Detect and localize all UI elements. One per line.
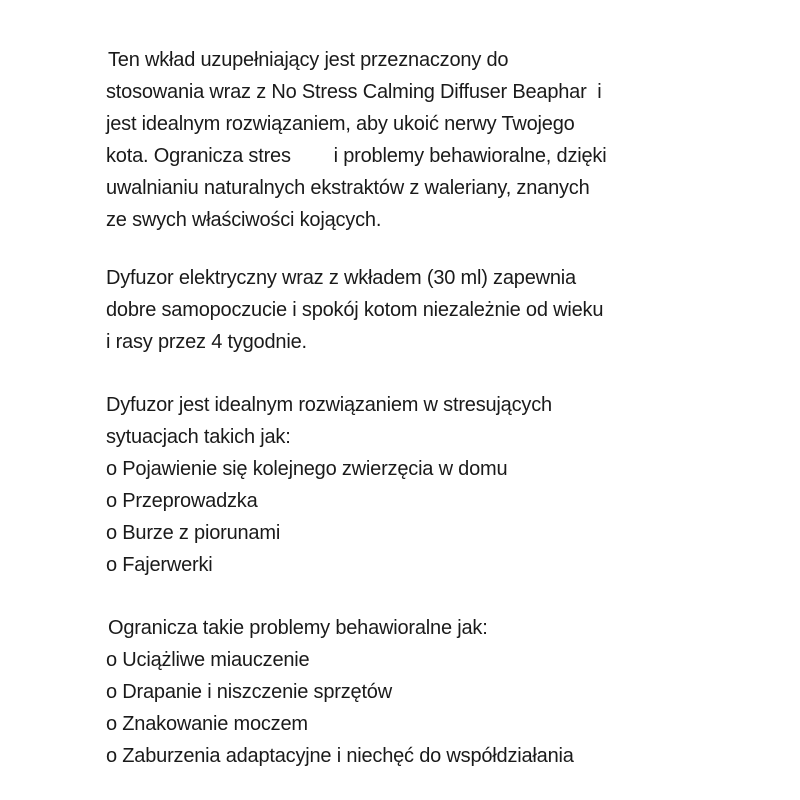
text-line: uwalnianiu naturalnych ekstraktów z waleriany, znanych: [106, 177, 590, 199]
text-line: jest idealnym rozwiązaniem, aby ukoić nerwy Twojego: [106, 113, 575, 135]
text-line: sytuacjach takich jak:: [106, 426, 291, 448]
text-line: kota. Ogranicza stres i problemy behawioralne, dzięki: [106, 145, 607, 167]
text-line: Dyfuzor elektryczny wraz z wkładem (30 ml) zapewnia: [106, 267, 576, 289]
list-item: o Zaburzenia adaptacyjne i niechęć do współdziałania: [106, 745, 574, 767]
list-item: o Znakowanie moczem: [106, 713, 308, 735]
list-item: o Drapanie i niszczenie sprzętów: [106, 681, 392, 703]
list-item: o Burze z piorunami: [106, 522, 281, 544]
list-item: o Uciążliwe miauczenie: [106, 649, 310, 671]
text-line: i rasy przez 4 tygodnie.: [106, 331, 307, 353]
text-line: ze swych właściwości kojących.: [106, 209, 382, 231]
list-item: o Pojawienie się kolejnego zwierzęcia w domu: [106, 458, 508, 480]
list-item: o Przeprowadzka: [106, 490, 258, 512]
text-line: stosowania wraz z No Stress Calming Diffuser Beaphar i: [106, 81, 602, 103]
text-line: Ten wkład uzupełniający jest przeznaczony do: [108, 49, 509, 71]
list-item: o Fajerwerki: [106, 554, 213, 576]
text-line: Ogranicza takie problemy behawioralne jak:: [108, 617, 488, 639]
text-line: Dyfuzor jest idealnym rozwiązaniem w stresujących: [106, 394, 552, 416]
text-line: dobre samopoczucie i spokój kotom niezależnie od wieku: [106, 299, 604, 321]
